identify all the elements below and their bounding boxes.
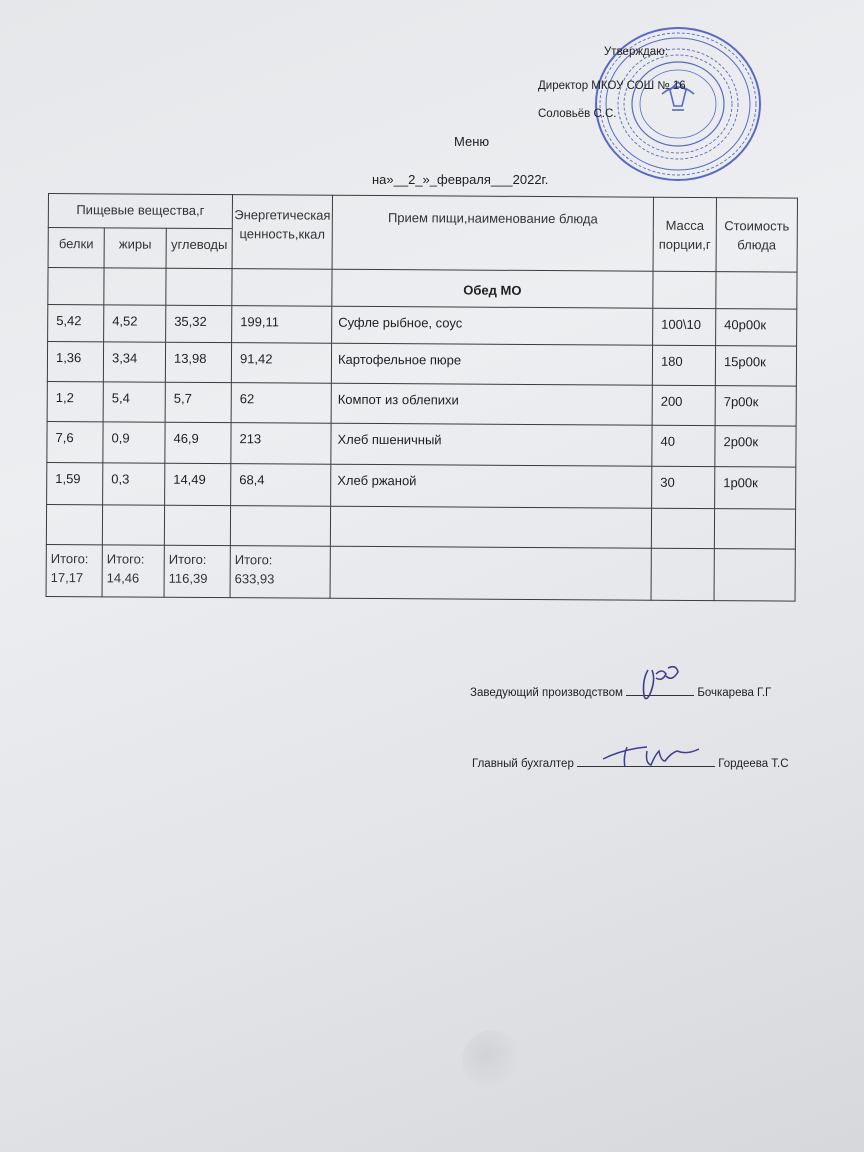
header-meal: Прием пищи,наименование блюда [332, 195, 653, 271]
cell-fat: 0,3 [103, 463, 165, 505]
total-fat: Итого: 14,46 [102, 545, 164, 597]
cell-energy: 213 [231, 423, 331, 465]
table-row [47, 421, 796, 467]
production-label: Заведующий производством [470, 687, 623, 699]
header-carbs: углеводы [166, 228, 232, 268]
cell-cost: 15р00к [715, 346, 796, 386]
header-energy: Энергетическая ценность,ккал [232, 195, 332, 270]
header-row [48, 194, 797, 233]
production-name: Бочкарева Г.Г [697, 687, 772, 699]
cell-energy: 91,42 [231, 343, 331, 384]
table-row [47, 462, 796, 509]
cell-fat: 3,34 [103, 342, 165, 382]
signature-line [626, 684, 694, 696]
cell-dish: Картофельное пюре [331, 343, 652, 385]
handwritten-signature-icon [626, 662, 696, 706]
cell-protein: 1,59 [47, 462, 103, 504]
cell-mass: 100\10 [653, 308, 716, 345]
signature-line [577, 755, 715, 767]
table-row [47, 381, 796, 426]
cell-cost: 1р00к [715, 467, 796, 509]
menu-date: на»__2_»_февраля___2022г. [372, 172, 549, 187]
header-cost: Стоимость блюда [716, 198, 797, 272]
cell-mass: 40 [652, 425, 715, 466]
cell-cost: 7р00к [715, 386, 796, 426]
cell-fat: 5,4 [103, 382, 165, 422]
cell-dish: Хлеб пшеничный [331, 423, 652, 466]
approval-director: Директор МКОУ СОШ № 16 [538, 80, 686, 92]
approval-heading: Утверждаю: [604, 46, 668, 58]
cell-protein: 5,42 [48, 305, 104, 342]
empty-row [46, 504, 795, 549]
cell-fat: 0,9 [103, 422, 165, 463]
cell-protein: 7,6 [47, 421, 103, 462]
cell-energy: 68,4 [231, 464, 331, 507]
menu-title: Меню [454, 134, 490, 149]
cell-cost: 40р00к [716, 309, 797, 346]
table-row [48, 305, 797, 347]
cell-mass: 200 [652, 385, 715, 425]
handwritten-signature-icon [597, 739, 707, 773]
cell-carbs: 14,49 [165, 463, 231, 505]
cell-protein: 1,2 [47, 381, 103, 421]
table-row [47, 342, 796, 387]
cell-carbs: 13,98 [165, 342, 231, 382]
cell-dish: Компот из облепихи [331, 383, 652, 425]
cell-energy: 199,11 [232, 306, 332, 344]
approval-name: Соловьёв С.С. [538, 108, 617, 120]
cell-dish: Хлеб ржаной [331, 464, 652, 508]
menu-table [46, 193, 798, 602]
total-energy: Итого: 633,93 [230, 546, 330, 599]
cell-mass: 30 [652, 466, 715, 508]
accountant-label: Главный бухгалтер [472, 758, 574, 770]
cell-fat: 4,52 [104, 305, 166, 342]
cell-carbs: 46,9 [165, 422, 231, 463]
cell-mass: 180 [652, 345, 715, 385]
header-mass: Масса порции,г [653, 197, 716, 271]
header-fat: жиры [104, 228, 166, 268]
cell-cost: 2р00к [715, 426, 796, 467]
cell-energy: 62 [231, 383, 331, 424]
header-protein: белки [48, 228, 104, 268]
cell-carbs: 35,32 [166, 305, 232, 342]
signature-production [470, 684, 771, 699]
accountant-name: Гордеева Т.С [718, 758, 789, 770]
paper-shadow [462, 1030, 522, 1090]
header-nutrients: Пищевые вещества,г [48, 194, 232, 229]
signature-accountant [472, 755, 789, 770]
total-carbs: Итого: 116,39 [164, 545, 230, 597]
cell-protein: 1,36 [47, 342, 103, 382]
totals-row [46, 544, 795, 601]
total-protein: Итого: 17,17 [46, 544, 102, 596]
section-row [48, 268, 797, 310]
section-title: Обед МО [332, 269, 653, 308]
cell-carbs: 5,7 [165, 382, 231, 422]
cell-dish: Суфле рыбное, соус [332, 306, 653, 345]
